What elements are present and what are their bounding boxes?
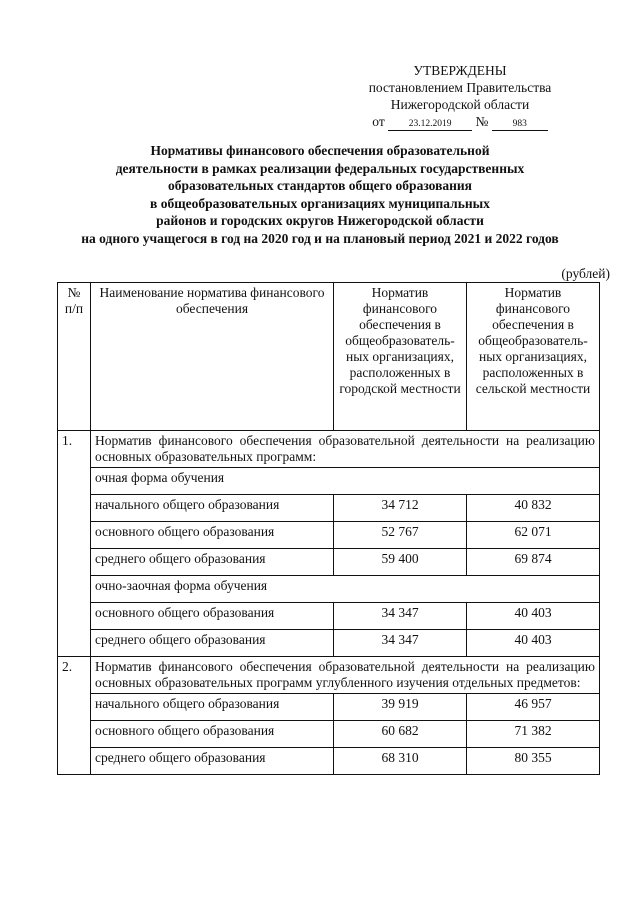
table-row <box>58 495 600 522</box>
urban-value: 34 347 <box>334 603 467 630</box>
title-line: на одного учащегося в год на 2020 год и на плановый период 2021 и 2022 годов <box>81 230 559 246</box>
title-line: в общеобразовательных организациях муниципальных <box>150 195 490 211</box>
header-rural: Норматив финансового обеспечения в общеобразователь-ных организациях, расположенных в сельской местности <box>467 283 600 431</box>
approval-line-2: Нижегородской области <box>390 97 530 112</box>
section-2-title-row <box>58 657 600 694</box>
row-label: среднего общего образования <box>91 630 334 657</box>
rural-value: 40 403 <box>467 630 600 657</box>
title-line: деятельности в рамках реализации федеральных государственных <box>115 160 525 176</box>
section-1-title: Норматив финансового обеспечения образовательной деятельности на реализацию основных образовательных программ: <box>91 431 600 468</box>
row-label: начального общего образования <box>91 694 334 721</box>
table-header-row <box>58 283 600 431</box>
row-label: среднего общего образования <box>91 549 334 576</box>
header-num: № п/п <box>58 283 91 431</box>
approval-date-line <box>340 113 580 131</box>
header-name: Наименование норматива финансового обеспечения <box>91 283 334 431</box>
urban-value: 34 712 <box>334 495 467 522</box>
rural-value: 40 403 <box>467 603 600 630</box>
table-row <box>58 721 600 748</box>
section-1-num: 1. <box>58 431 91 657</box>
approval-number: 983 <box>492 118 548 131</box>
approval-heading: УТВЕРЖДЕНЫ <box>413 63 507 78</box>
urban-value: 39 919 <box>334 694 467 721</box>
row-label: основного общего образования <box>91 603 334 630</box>
section-1-part-time-row <box>58 576 600 603</box>
approval-date: 23.12.2019 <box>388 118 472 131</box>
norms-table <box>57 282 600 775</box>
from-label: от <box>372 114 385 129</box>
table-row <box>58 694 600 721</box>
urban-value: 68 310 <box>334 748 467 775</box>
rural-value: 46 957 <box>467 694 600 721</box>
row-label: основного общего образования <box>91 522 334 549</box>
table-row <box>58 522 600 549</box>
title-line: Нормативы финансового обеспечения образовательной <box>150 143 490 158</box>
urban-value: 34 347 <box>334 630 467 657</box>
units-label: (рублей) <box>561 266 610 281</box>
header-urban: Норматив финансового обеспечения в общеобразователь-ных организациях, расположенных в городской местности <box>334 283 467 431</box>
table-row <box>58 748 600 775</box>
rural-value: 71 382 <box>467 721 600 748</box>
section-2-num: 2. <box>58 657 91 775</box>
approval-block <box>340 62 580 131</box>
document-title <box>30 142 610 247</box>
rural-value: 40 832 <box>467 495 600 522</box>
number-label: № <box>475 114 489 129</box>
row-label: основного общего образования <box>91 721 334 748</box>
urban-value: 60 682 <box>334 721 467 748</box>
urban-value: 59 400 <box>334 549 467 576</box>
rural-value: 69 874 <box>467 549 600 576</box>
urban-value: 52 767 <box>334 522 467 549</box>
part-time-label: очно-заочная форма обучения <box>91 576 600 603</box>
section-1-full-time-row <box>58 468 600 495</box>
table-row <box>58 549 600 576</box>
full-time-label: очная форма обучения <box>91 468 600 495</box>
title-line: районов и городских округов Нижегородской области <box>156 213 484 228</box>
rural-value: 80 355 <box>467 748 600 775</box>
section-2-title: Норматив финансового обеспечения образовательной деятельности на реализацию основных образовательных программ углубленного изучения отдельных предметов: <box>91 657 600 694</box>
table-row <box>58 630 600 657</box>
section-1-title-row <box>58 431 600 468</box>
title-line: образовательных стандартов общего образования <box>168 178 472 193</box>
rural-value: 62 071 <box>467 522 600 549</box>
approval-line-1: постановлением Правительства <box>368 80 552 95</box>
table-row <box>58 603 600 630</box>
row-label: начального общего образования <box>91 495 334 522</box>
row-label: среднего общего образования <box>91 748 334 775</box>
